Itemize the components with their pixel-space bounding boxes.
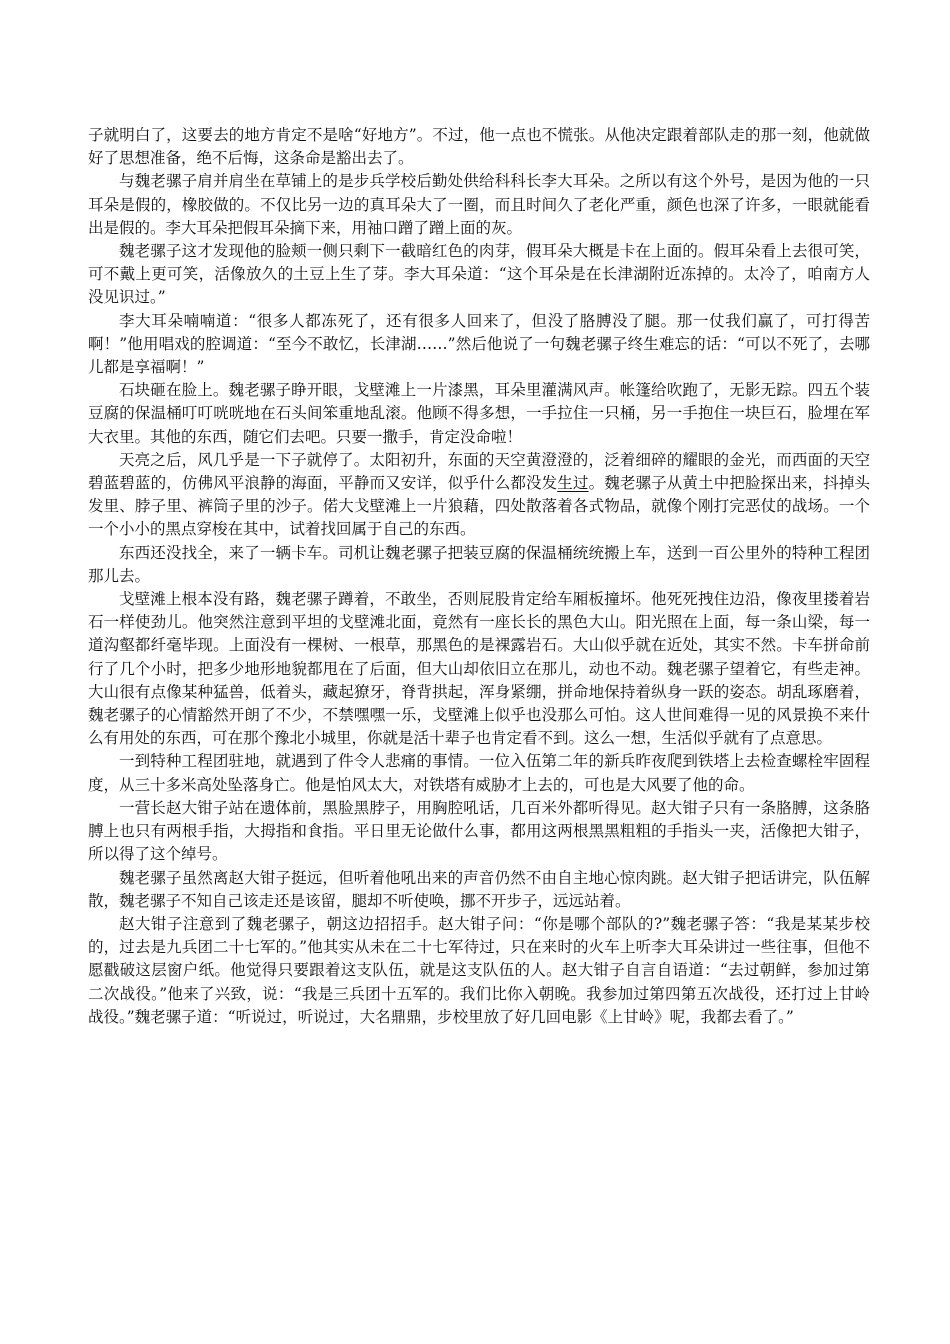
- paragraph-2: 与魏老骡子肩并肩坐在草铺上的是步兵学校后勤处供给科科长李大耳朵。之所以有这个外号，是因为他的一只耳朵是假的，橡胶做的。不仅比另一边的真耳朵大了一圈，而且时间久了老化严重，颜色也深了许多，一眼就能看出是假的。李大耳朵把假耳朵摘下来，用袖口蹭了蹭上面的灰。: [88, 172, 870, 237]
- paragraph-12: 赵大钳子注意到了魏老骡子，朝这边招招手。赵大钳子问：“你是哪个部队的?”魏老骡子答：“我是某某步校的，过去是九兵团二十七军的。”他其实从未在二十七军待过，只在来时的火车上听李大耳朵讲过一些往事，但他不愿戳破这层窗户纸。他觉得只要跟着这支队伍，就是这支队伍的人。赵大钳子自言自语道：“去过朝鲜，参加过第二次战役。”他来了兴致，说：“我是三兵团十五军的。我们比你入朝晚。我参加过第四第五次战役，还打过上甘岭战役。”魏老骡子道：“听说过，听说过，大名鼎鼎，步校里放了好几回电影《上甘岭》呢，我都去看了。”: [88, 914, 870, 1026]
- paragraph-6: [88, 449, 870, 542]
- paragraph-6-text-before: 天亮之后，风几乎是一下子就停了。太阳初升，东面的天空黄澄澄的，泛着细碎的耀眼的金光，而西面的天空碧蓝碧蓝的，仿佛风平浪静的海面，平静而又安详，似乎什么都没发: [88, 450, 870, 493]
- paragraph-3: 魏老骡子这才发现他的脸颊一侧只剩下一截暗红色的肉芽，假耳朵大概是卡在上面的。假耳朵看上去很可笑，可不戴上更可笑，活像放久的土豆上生了芽。李大耳朵道：“这个耳朵是在长津湖附近冻掉的。太冷了，咱南方人没见识过。”: [88, 242, 870, 307]
- paragraph-8: 戈壁滩上根本没有路，魏老骡子蹲着，不敢坐，否则屁股肯定给车厢板撞坏。他死死拽住边沿，像夜里搂着岩石一样使劲儿。他突然注意到平坦的戈壁滩北面，竟然有一座长长的黑色大山。阳光照在上面，每一条山梁，每一道沟壑都纤毫毕现。上面没有一棵树、一根草，那黑色的是裸露岩石。大山似乎就在近处，其实不然。卡车拼命前行了几个小时，把多少地形地貌都甩在了后面，但大山却依旧立在那儿，动也不动。魏老骡子望着它，有些走神。大山很有点像某种猛兽，低着头，藏起獠牙，脊背拱起，浑身紧绷，拼命地保持着纵身一跃的姿态。胡乱琢磨着，魏老骡子的心情豁然开朗了不少，不禁嘿嘿一乐，戈壁滩上似乎也没那么可怕。这人世间难得一见的风景换不来什么有用处的东西，可在那个豫北小城里，你就是活十辈子也肯定看不到。这么一想，生活似乎就有了点意思。: [88, 590, 870, 748]
- paragraph-5: 石块砸在脸上。魏老骡子睁开眼，戈壁滩上一片漆黑，耳朵里灌满风声。帐篷给吹跑了，无影无踪。四五个装豆腐的保温桶叮叮咣咣地在石头间笨重地乱滚。他顾不得多想，一手拉住一只桶，另一手抱住一块巨石，脸埋在军大衣里。其他的东西，随它们去吧。只要一撒手，肯定没命啦！: [88, 381, 870, 446]
- paragraph-6-text-after: 。魏老骡子从黄土中把脸探出来，抖掉头发里、脖子里、裤筒子里的沙子。偌大戈壁滩上一片狼藉，四处散落着各式物品，就像个刚打完恶仗的战场。一个一个小小的黑点穿梭在其中，试着找回属于自己的东西。: [88, 474, 870, 539]
- paragraph-1: 子就明白了，这要去的地方肯定不是啥“好地方”。不过，他一点也不慌张。从他决定跟着部队走的那一刻，他就做好了思想准备，绝不后悔，这条命是豁出去了。: [88, 126, 870, 168]
- paragraph-10: 一营长赵大钳子站在遗体前，黑脸黑脖子，用胸腔吼话，几百米外都听得见。赵大钳子只有一条胳膊，这条胳膊上也只有两根手指，大拇指和食指。平日里无论做什么事，都用这两根黑黑粗粗的手指头一夹，活像把大钳子，所以得了这个绰号。: [88, 798, 870, 864]
- underlined-word: 生过: [557, 474, 589, 493]
- paragraph-4: 李大耳朵喃喃道：“很多人都冻死了，还有很多人回来了，但没了胳膊没了腿。那一仗我们赢了，可打得苦啊！”他用唱戏的腔调道：“至今不敢忆，长津湖……”然后他说了一句魏老骡子终生难忘的话：“可以不死了，去哪儿都是享福啊！”: [88, 311, 870, 377]
- document-page: [88, 124, 870, 1029]
- paragraph-9: 一到特种工程团驻地，就遇到了件令人悲痛的事情。一位入伍第二年的新兵昨夜爬到铁塔上去检查螺栓牢固程度，从三十多米高处坠落身亡。他是怕风太大，对铁塔有威胁才上去的，可也是大风要了他的命。: [88, 752, 870, 794]
- paragraph-7: 东西还没找全，来了一辆卡车。司机让魏老骡子把装豆腐的保温桶统统搬上车，送到一百公里外的特种工程团那儿去。: [88, 543, 870, 585]
- paragraph-11: 魏老骡子虽然离赵大钳子挺远，但听着他吼出来的声音仍然不由自主地心惊肉跳。赵大钳子把话讲完，队伍解散，魏老骡子不知自己该走还是该留，腿却不听使唤，挪不开步子，远远站着。: [88, 868, 870, 910]
